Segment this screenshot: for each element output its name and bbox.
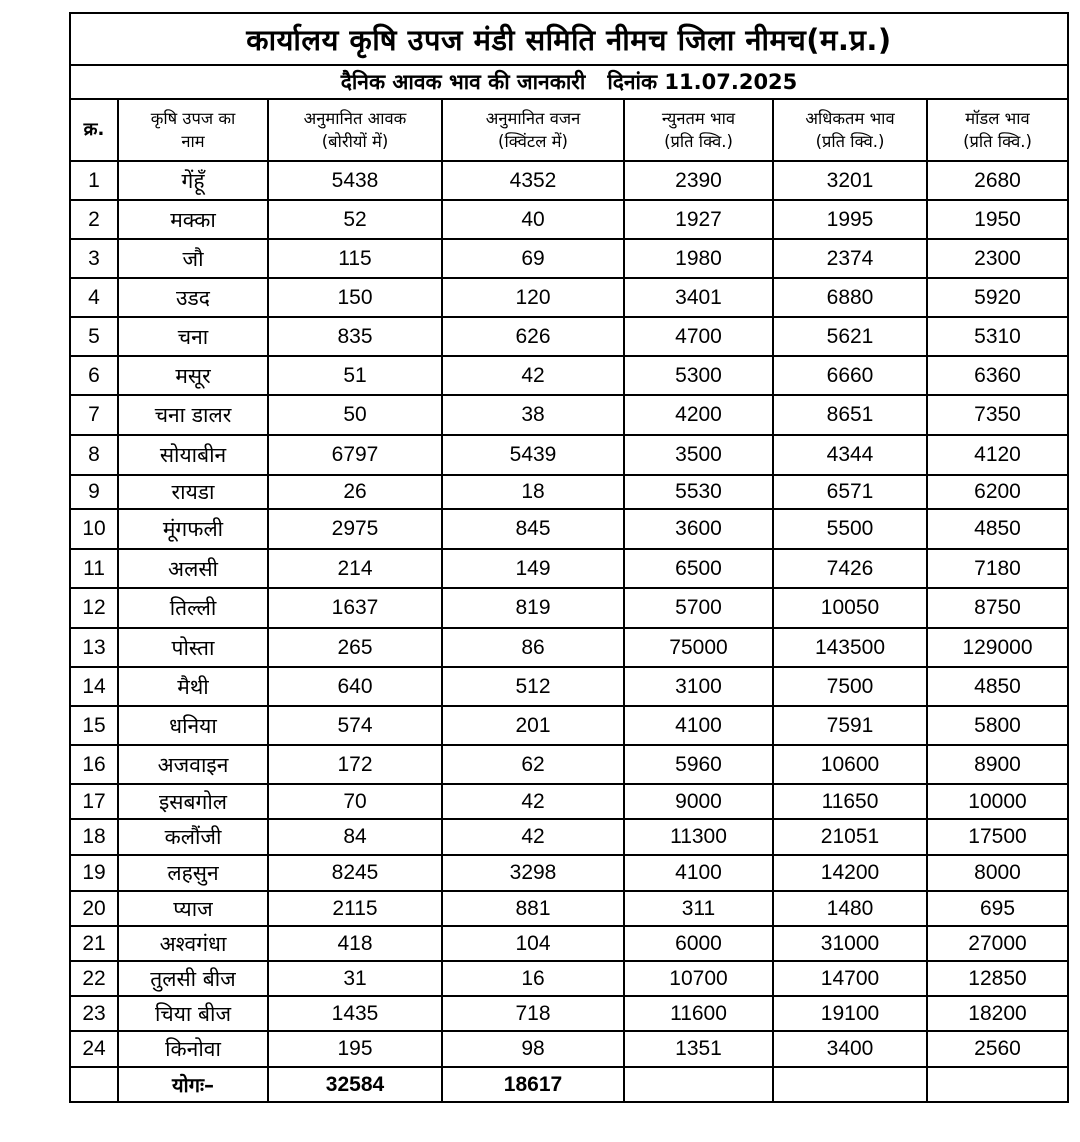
min-price: 4100 [624,706,773,745]
max-price: 3400 [773,1031,927,1067]
crop-name: अजवाइन [118,745,268,784]
table-row [70,395,1068,435]
weight-quintal: 40 [442,200,624,239]
crop-name: मक्का [118,200,268,239]
row-sn: 16 [70,745,118,784]
min-price: 5700 [624,588,773,628]
max-price: 19100 [773,996,927,1031]
modal-price: 8000 [927,855,1068,891]
max-price: 1480 [773,891,927,926]
table-row [70,667,1068,706]
arrival-bags: 1435 [268,996,442,1031]
max-price: 5500 [773,509,927,549]
row-sn: 22 [70,961,118,996]
arrival-bags: 418 [268,926,442,961]
weight-quintal: 42 [442,819,624,855]
arrival-bags: 172 [268,745,442,784]
row-sn: 2 [70,200,118,239]
row-sn: 20 [70,891,118,926]
max-price: 4344 [773,435,927,475]
min-price: 1351 [624,1031,773,1067]
min-price: 5530 [624,475,773,509]
arrival-bags: 2975 [268,509,442,549]
row-sn: 9 [70,475,118,509]
weight-quintal: 881 [442,891,624,926]
crop-name: अश्वगंधा [118,926,268,961]
max-price: 6660 [773,356,927,395]
table-row [70,819,1068,855]
weight-quintal: 18 [442,475,624,509]
modal-price: 4120 [927,435,1068,475]
table-row [70,706,1068,745]
min-price: 10700 [624,961,773,996]
arrival-bags: 835 [268,317,442,356]
weight-quintal: 626 [442,317,624,356]
total-empty [70,1067,118,1102]
arrival-bags: 265 [268,628,442,667]
arrival-bags: 1637 [268,588,442,628]
row-sn: 17 [70,784,118,819]
arrival-bags: 84 [268,819,442,855]
table-row [70,1031,1068,1067]
modal-price: 1950 [927,200,1068,239]
min-price: 311 [624,891,773,926]
modal-price: 5310 [927,317,1068,356]
arrival-bags: 6797 [268,435,442,475]
table-row [70,996,1068,1031]
modal-price: 5920 [927,278,1068,317]
arrival-bags: 51 [268,356,442,395]
header-row [70,99,1068,161]
weight-quintal: 104 [442,926,624,961]
col-header-modal-price: मॉडल भाव (प्रति क्वि.) [927,99,1068,161]
table-row [70,435,1068,475]
modal-price: 17500 [927,819,1068,855]
row-sn: 11 [70,549,118,588]
row-sn: 3 [70,239,118,278]
crop-name: गेंहूँ [118,161,268,200]
row-sn: 21 [70,926,118,961]
min-price: 11300 [624,819,773,855]
col-header-sn: क्र. [70,99,118,161]
page-title: कार्यालय कृषि उपज मंडी समिति नीमच जिला नीमच(म.प्र.) [70,13,1068,65]
max-price: 10600 [773,745,927,784]
modal-price: 6200 [927,475,1068,509]
modal-price: 2560 [927,1031,1068,1067]
max-price: 7500 [773,667,927,706]
weight-quintal: 16 [442,961,624,996]
max-price: 21051 [773,819,927,855]
col-header-max-price: अधिकतम भाव (प्रति क्वि.) [773,99,927,161]
max-price: 3201 [773,161,927,200]
min-price: 3500 [624,435,773,475]
min-price: 2390 [624,161,773,200]
crop-name: इसबगोल [118,784,268,819]
arrival-bags: 150 [268,278,442,317]
max-price: 1995 [773,200,927,239]
modal-price: 4850 [927,667,1068,706]
max-price: 8651 [773,395,927,435]
weight-quintal: 819 [442,588,624,628]
crop-name: धनिया [118,706,268,745]
max-price: 143500 [773,628,927,667]
min-price: 3600 [624,509,773,549]
crop-name: तुलसी बीज [118,961,268,996]
max-price: 14700 [773,961,927,996]
arrival-bags: 8245 [268,855,442,891]
crop-name: जौ [118,239,268,278]
crop-name: कलौंजी [118,819,268,855]
min-price: 4100 [624,855,773,891]
table-row [70,161,1068,200]
weight-quintal: 69 [442,239,624,278]
totals-row [70,1067,1068,1102]
total-arrival: 32584 [268,1067,442,1102]
min-price: 1980 [624,239,773,278]
row-sn: 14 [70,667,118,706]
crop-name: रायडा [118,475,268,509]
max-price: 10050 [773,588,927,628]
max-price: 11650 [773,784,927,819]
arrival-bags: 5438 [268,161,442,200]
max-price: 5621 [773,317,927,356]
max-price: 7426 [773,549,927,588]
mandi-rate-table [69,12,1069,1103]
table-row [70,628,1068,667]
row-sn: 1 [70,161,118,200]
table-row [70,891,1068,926]
weight-quintal: 62 [442,745,624,784]
col-header-crop: कृषि उपज का नाम [118,99,268,161]
total-label: योगः– [118,1067,268,1102]
min-price: 1927 [624,200,773,239]
modal-price: 2680 [927,161,1068,200]
crop-name: मूंगफली [118,509,268,549]
table-row [70,588,1068,628]
arrival-bags: 26 [268,475,442,509]
modal-price: 5800 [927,706,1068,745]
crop-name: मसूर [118,356,268,395]
row-sn: 5 [70,317,118,356]
min-price: 11600 [624,996,773,1031]
table-row [70,549,1068,588]
max-price: 6571 [773,475,927,509]
weight-quintal: 201 [442,706,624,745]
table-row [70,509,1068,549]
row-sn: 24 [70,1031,118,1067]
crop-name: किनोवा [118,1031,268,1067]
arrival-bags: 2115 [268,891,442,926]
min-price: 6500 [624,549,773,588]
row-sn: 12 [70,588,118,628]
max-price: 6880 [773,278,927,317]
arrival-bags: 70 [268,784,442,819]
row-sn: 6 [70,356,118,395]
weight-quintal: 120 [442,278,624,317]
modal-price: 7180 [927,549,1068,588]
table-row [70,961,1068,996]
crop-name: उडद [118,278,268,317]
row-sn: 15 [70,706,118,745]
table-row [70,239,1068,278]
table-row [70,926,1068,961]
total-empty [773,1067,927,1102]
weight-quintal: 98 [442,1031,624,1067]
modal-price: 129000 [927,628,1068,667]
arrival-bags: 52 [268,200,442,239]
crop-name: लहसुन [118,855,268,891]
total-empty [927,1067,1068,1102]
min-price: 4700 [624,317,773,356]
row-sn: 18 [70,819,118,855]
arrival-bags: 574 [268,706,442,745]
min-price: 75000 [624,628,773,667]
table-row [70,278,1068,317]
max-price: 14200 [773,855,927,891]
row-sn: 23 [70,996,118,1031]
crop-name: चना डालर [118,395,268,435]
total-weight: 18617 [442,1067,624,1102]
modal-price: 7350 [927,395,1068,435]
table-row [70,855,1068,891]
total-empty [624,1067,773,1102]
arrival-bags: 50 [268,395,442,435]
arrival-bags: 115 [268,239,442,278]
modal-price: 10000 [927,784,1068,819]
report-subtitle [70,65,1068,99]
table-row [70,317,1068,356]
col-header-min-price: न्युनतम भाव (प्रति क्वि.) [624,99,773,161]
modal-price: 8900 [927,745,1068,784]
table-row [70,475,1068,509]
min-price: 5960 [624,745,773,784]
table-row [70,200,1068,239]
modal-price: 6360 [927,356,1068,395]
modal-price: 695 [927,891,1068,926]
crop-name: प्याज [118,891,268,926]
min-price: 6000 [624,926,773,961]
weight-quintal: 718 [442,996,624,1031]
row-sn: 8 [70,435,118,475]
min-price: 3100 [624,667,773,706]
crop-name: मैथी [118,667,268,706]
weight-quintal: 149 [442,549,624,588]
crop-name: सोयाबीन [118,435,268,475]
modal-price: 12850 [927,961,1068,996]
weight-quintal: 512 [442,667,624,706]
max-price: 7591 [773,706,927,745]
modal-price: 8750 [927,588,1068,628]
min-price: 9000 [624,784,773,819]
row-sn: 13 [70,628,118,667]
modal-price: 2300 [927,239,1068,278]
weight-quintal: 4352 [442,161,624,200]
modal-price: 27000 [927,926,1068,961]
min-price: 4200 [624,395,773,435]
arrival-bags: 214 [268,549,442,588]
arrival-bags: 195 [268,1031,442,1067]
weight-quintal: 3298 [442,855,624,891]
crop-name: अलसी [118,549,268,588]
subtitle-text: दैनिक आवक भाव की जानकारी [340,70,586,94]
row-sn: 10 [70,509,118,549]
crop-name: तिल्ली [118,588,268,628]
arrival-bags: 31 [268,961,442,996]
modal-price: 4850 [927,509,1068,549]
col-header-weight: अनुमानित वजन (क्विंटल में) [442,99,624,161]
weight-quintal: 845 [442,509,624,549]
crop-name: चना [118,317,268,356]
weight-quintal: 86 [442,628,624,667]
row-sn: 7 [70,395,118,435]
weight-quintal: 5439 [442,435,624,475]
row-sn: 4 [70,278,118,317]
modal-price: 18200 [927,996,1068,1031]
crop-name: चिया बीज [118,996,268,1031]
min-price: 3401 [624,278,773,317]
max-price: 31000 [773,926,927,961]
arrival-bags: 640 [268,667,442,706]
min-price: 5300 [624,356,773,395]
weight-quintal: 38 [442,395,624,435]
row-sn: 19 [70,855,118,891]
table-row [70,784,1068,819]
weight-quintal: 42 [442,356,624,395]
max-price: 2374 [773,239,927,278]
col-header-arrival: अनुमानित आवक (बोरीयों में) [268,99,442,161]
report-date: दिनांक 11.07.2025 [607,70,798,94]
table-row [70,356,1068,395]
table-row [70,745,1068,784]
crop-name: पोस्ता [118,628,268,667]
weight-quintal: 42 [442,784,624,819]
